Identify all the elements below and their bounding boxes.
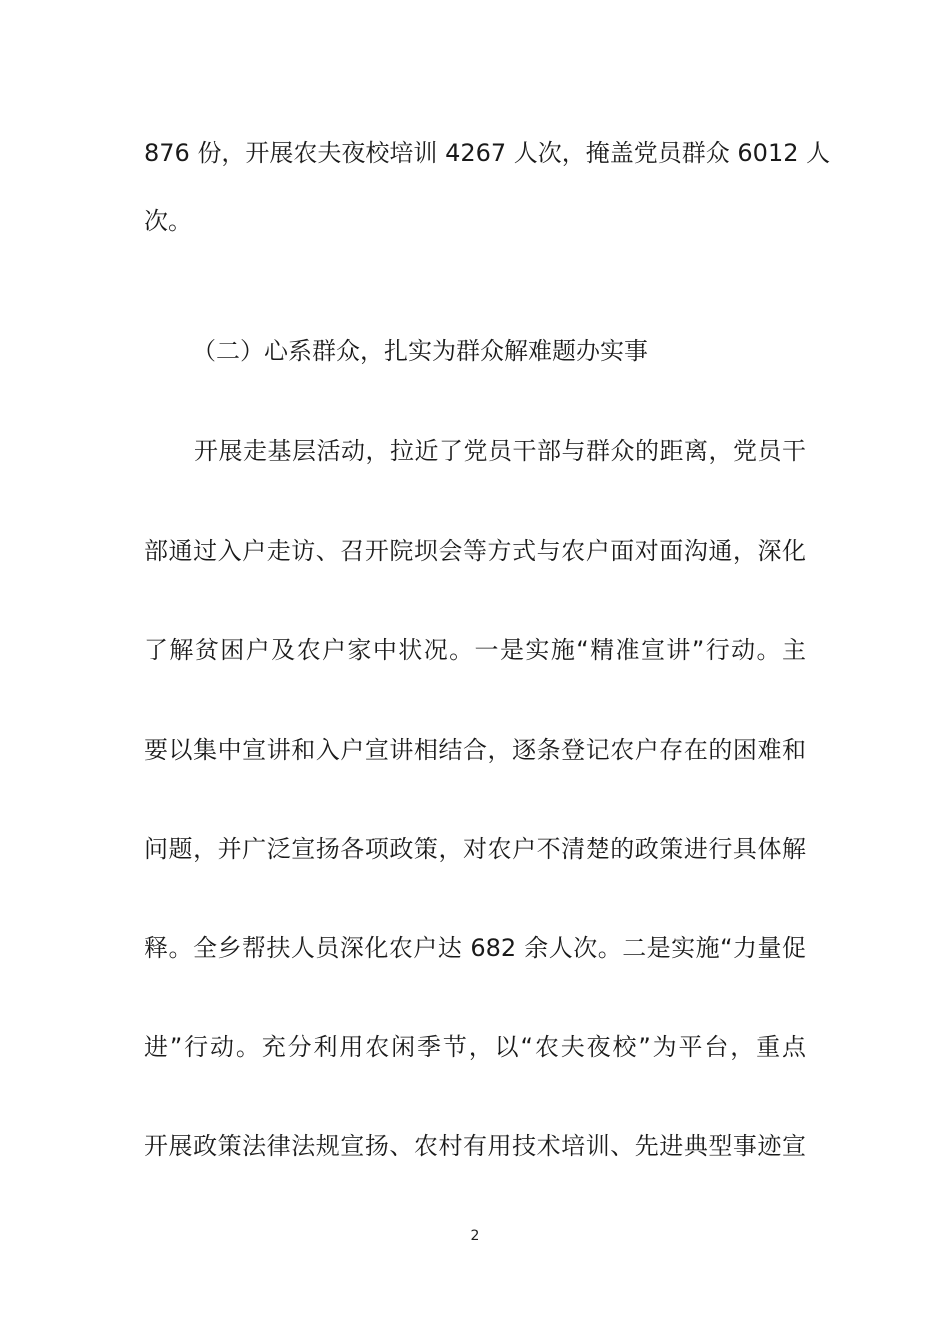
body-text-line: 部通过入户走访、召开院坝会等方式与农户面对面沟通，深化 xyxy=(144,537,806,565)
body-text-line: 次。 xyxy=(144,207,192,235)
body-text-line: 问题，并广泛宣扬各项政策，对农户不清楚的政策进行具体解 xyxy=(144,835,806,863)
body-text-line: 了解贫困户及农户家中状况。一是实施“精准宣讲”行动。主 xyxy=(144,636,806,664)
body-text-line: 进”行动。充分利用农闲季节，以“农夫夜校”为平台，重点 xyxy=(144,1033,806,1061)
body-text-line: 876 份，开展农夫夜校培训 4267 人次，掩盖党员群众 6012 人 xyxy=(144,139,831,167)
body-text-line: 要以集中宣讲和入户宣讲相结合，逐条登记农户存在的困难和 xyxy=(144,736,806,764)
section-heading: （二）心系群众，扎实为群众解难题办实事 xyxy=(192,337,648,365)
body-text-line: 释。全乡帮扶人员深化农户达 682 余人次。二是实施“力量促 xyxy=(144,934,806,962)
body-text-line: 开展政策法律法规宣扬、农村有用技术培训、先进典型事迹宣 xyxy=(144,1132,806,1160)
paragraph-first-line: 开展走基层活动，拉近了党员干部与群众的距离，党员干 xyxy=(194,437,806,465)
page-number: 2 xyxy=(470,1228,480,1244)
